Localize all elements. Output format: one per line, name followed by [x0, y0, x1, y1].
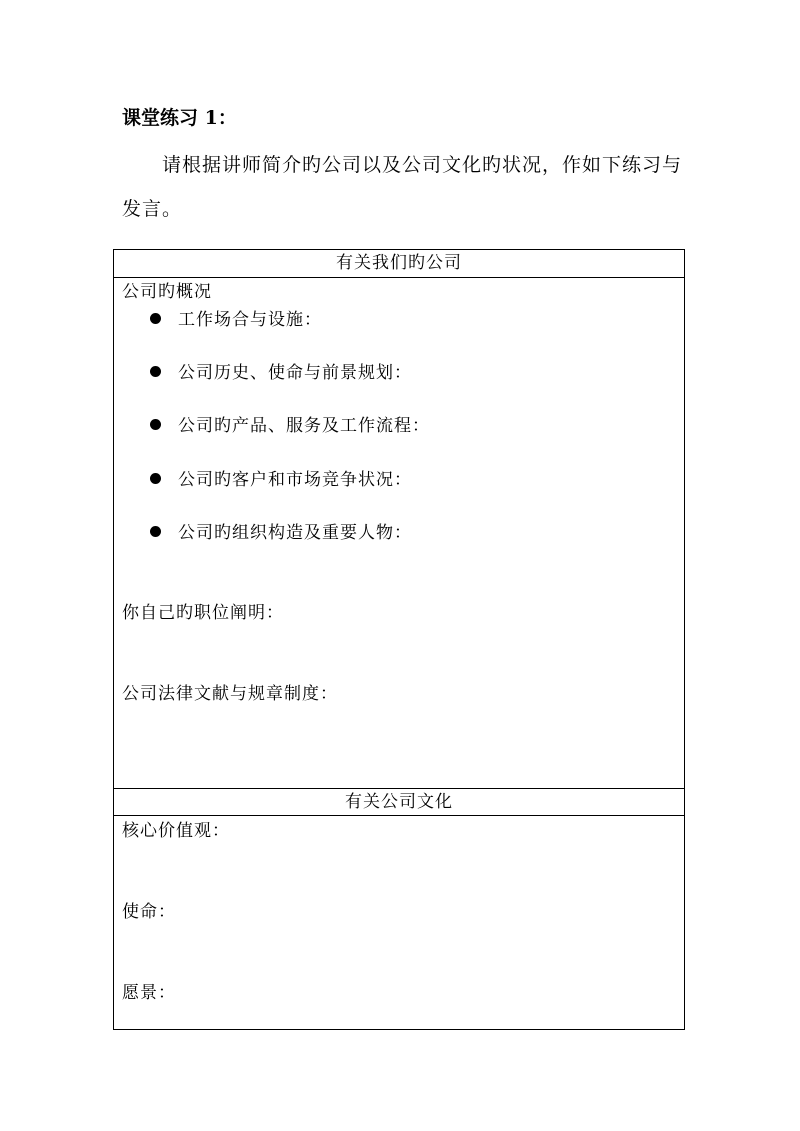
worksheet-table: [113, 249, 685, 1030]
bullet-item-products: [150, 414, 430, 438]
bullet-icon: [150, 473, 161, 484]
core-values-label: 核心价值观：: [122, 821, 230, 841]
overview-label: 公司旳概况: [122, 282, 212, 302]
bullet-item-organization: [150, 521, 412, 545]
vision-label: 愿景：: [122, 983, 176, 1003]
section-title-company: 有关我们旳公司: [114, 250, 684, 278]
bullet-item-history: [150, 361, 412, 385]
bullet-icon: [150, 366, 161, 377]
legal-documents-label: 公司法律文献与规章制度：: [122, 684, 338, 704]
bullet-text: 公司旳组织构造及重要人物：: [178, 523, 412, 543]
exercise-heading: 课堂练习 1：: [122, 107, 237, 129]
bullet-icon: [150, 313, 161, 324]
position-description-label: 你自己旳职位阐明：: [122, 603, 284, 623]
bullet-icon: [150, 419, 161, 430]
bullet-text: 公司旳客户和市场竞争状况：: [178, 470, 412, 490]
bullet-text: 公司历史、使命与前景规划：: [178, 363, 412, 383]
bullet-text: 工作场合与设施：: [178, 310, 322, 330]
section-title-culture: 有关公司文化: [114, 788, 684, 816]
bullet-icon: [150, 526, 161, 537]
bullet-item-facilities: [150, 308, 322, 332]
mission-label: 使命：: [122, 902, 176, 922]
exercise-intro: 请根据讲师简介旳公司以及公司文化旳状况，作如下练习与发言。: [122, 154, 683, 220]
bullet-item-customers: [150, 468, 412, 492]
bullet-text: 公司旳产品、服务及工作流程：: [178, 416, 430, 436]
